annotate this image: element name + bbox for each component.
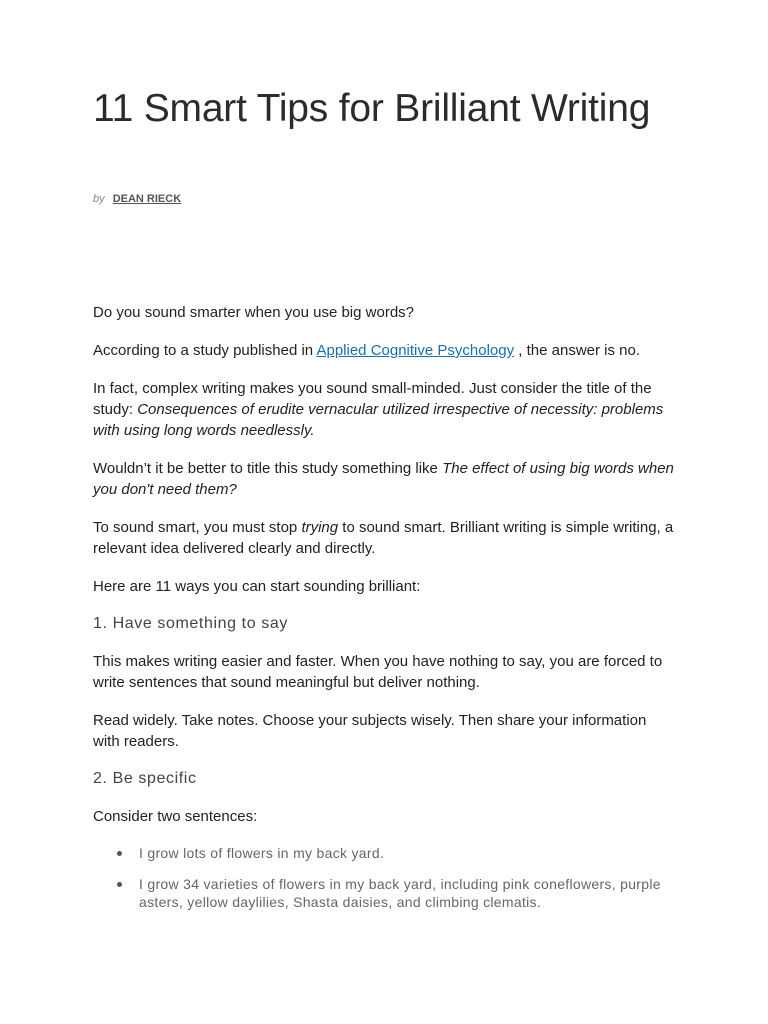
paragraph-text: Wouldn’t it be better to title this study something like (93, 460, 443, 477)
paragraph (93, 340, 675, 361)
paragraph-text: to sound smart. Brilliant writing is simple writing, a relevant idea delivered clearly and directly. (93, 519, 674, 557)
section-heading: 1. Have something to say (93, 615, 288, 632)
bullet-icon (117, 851, 122, 856)
list-item-text: I grow 34 varieties of flowers in my back yard, including pink coneflowers, purple asters, yellow daylilies, Shasta daisies, and climbing clematis. (139, 876, 661, 910)
example-list (93, 844, 675, 911)
alt-title-italic: The effect of using big words when you don't need them? (93, 460, 674, 498)
paragraph (93, 517, 675, 559)
study-link[interactable]: Applied Cognitive Psychology (316, 342, 515, 359)
paragraph: Here are 11 ways you can start sounding brilliant: (93, 578, 421, 595)
paragraph: Do you sound smarter when you use big words? (93, 304, 415, 321)
byline-prefix: by (93, 193, 105, 205)
study-title-italic: Consequences of erudite vernacular utilized irrespective of necessity: problems with using long words needlessly. (93, 401, 664, 439)
paragraph-text: In fact, complex writing makes you sound small-minded. Just consider the title of the study: (93, 380, 652, 418)
list-item (93, 844, 675, 862)
list-item (93, 875, 675, 911)
paragraph-text: , the answer is no. (514, 342, 641, 359)
paragraph (93, 378, 675, 441)
emphasis-italic: trying (301, 519, 339, 536)
section-heading: 2. Be specific (93, 770, 197, 787)
article-body (93, 302, 675, 924)
paragraph-text: To sound smart, you must stop (93, 519, 302, 536)
bullet-icon (117, 882, 122, 887)
paragraph: Read widely. Take notes. Choose your subjects wisely. Then share your information with readers. (93, 712, 647, 750)
author-link[interactable]: DEAN RIECK (112, 193, 182, 205)
paragraph: This makes writing easier and faster. When you have nothing to say, you are forced to write sentences that sound meaningful but deliver nothing. (93, 653, 663, 691)
article-title: 11 Smart Tips for Brilliant Writing (93, 87, 651, 130)
byline (93, 192, 181, 206)
paragraph-text: According to a study published in (93, 342, 317, 359)
paragraph (93, 458, 675, 500)
list-item-text: I grow lots of flowers in my back yard. (139, 845, 385, 861)
paragraph: Consider two sentences: (93, 808, 258, 825)
